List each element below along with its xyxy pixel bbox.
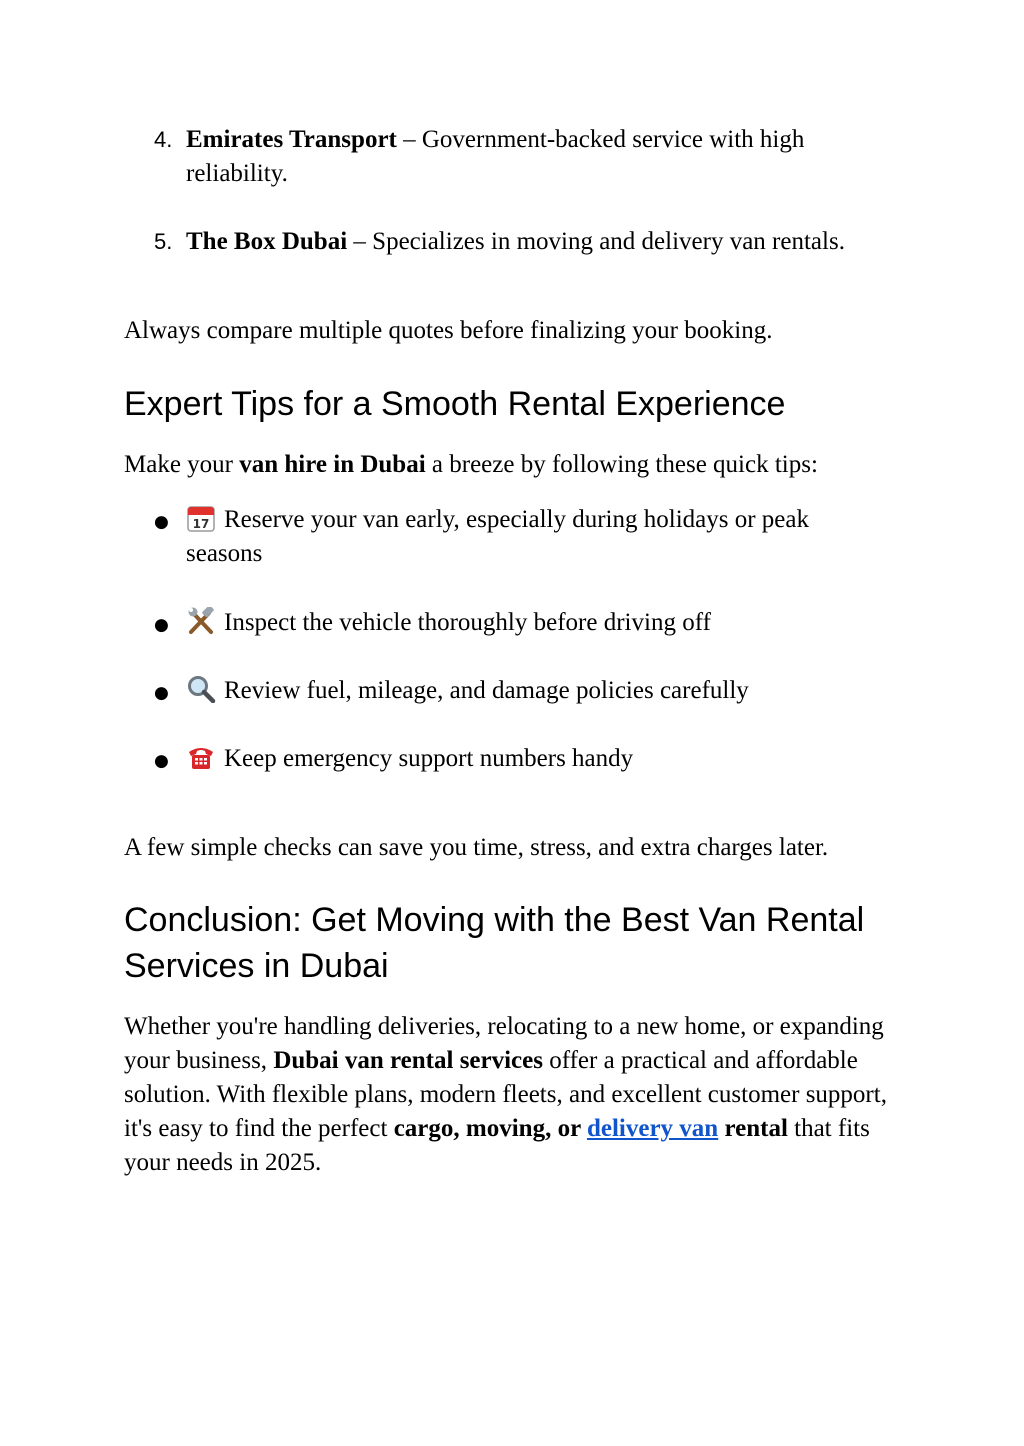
bullet: ●	[154, 751, 169, 771]
tip-text: Review fuel, mileage, and damage policies carefully	[186, 674, 846, 708]
keyword-rental: rental	[718, 1115, 788, 1142]
tip-item	[124, 742, 884, 776]
list-number: 4.	[154, 127, 173, 152]
telephone-icon	[186, 743, 216, 771]
keyword-dubai-van-rental: Dubai van rental services	[273, 1047, 543, 1074]
tools-icon	[186, 607, 216, 635]
list-number: 5.	[154, 229, 173, 254]
delivery-van-link[interactable]: delivery van	[586, 1115, 719, 1142]
conclusion-paragraph: Whether you're handling deliveries, relocating to a new home, or expanding your business, Dubai van rental services offer a practical and affordable solution. With flexible plans, modern fleets, and excellent customer support, it's easy to find the perfect cargo, moving, or delivery van rental that fits your needs in 2025.	[124, 1013, 887, 1176]
list-item	[124, 123, 864, 191]
tip-text: 17 Reserve your van early, especially during holidays or peak seasons	[186, 506, 809, 567]
svg-text:17: 17	[192, 517, 210, 531]
list-item-text: The Box Dubai – Specializes in moving and delivery van rentals.	[186, 228, 845, 255]
bullet: ●	[154, 683, 169, 703]
bullet: ●	[154, 512, 169, 532]
magnifier-icon	[186, 675, 216, 703]
compare-note: Always compare multiple quotes before finalizing your booking.	[124, 317, 773, 344]
provider-name: Emirates Transport	[186, 126, 397, 153]
list-item	[124, 225, 904, 259]
keyword-cargo-moving: cargo, moving, or	[393, 1115, 587, 1142]
conclusion-heading: Conclusion: Get Moving with the Best Van Rental Services in Dubai	[124, 901, 865, 985]
tips-closing: A few simple checks can save you time, stress, and extra charges later.	[124, 834, 829, 861]
tip-item	[124, 503, 884, 571]
bullet: ●	[154, 615, 169, 635]
list-item-text: Emirates Transport – Government-backed service with high reliability.	[186, 126, 805, 187]
tip-text: Inspect the vehicle thoroughly before driving off	[186, 606, 846, 640]
tips-intro: Make your van hire in Dubai a breeze by following these quick tips:	[124, 451, 818, 478]
calendar-icon	[186, 504, 216, 532]
tips-heading: Expert Tips for a Smooth Rental Experience	[124, 385, 786, 423]
tip-text: Keep emergency support numbers handy	[186, 742, 846, 776]
tip-item	[124, 606, 884, 640]
tip-item	[124, 674, 884, 708]
provider-name: The Box Dubai	[186, 228, 348, 255]
keyword-van-hire: van hire in Dubai	[239, 451, 426, 478]
